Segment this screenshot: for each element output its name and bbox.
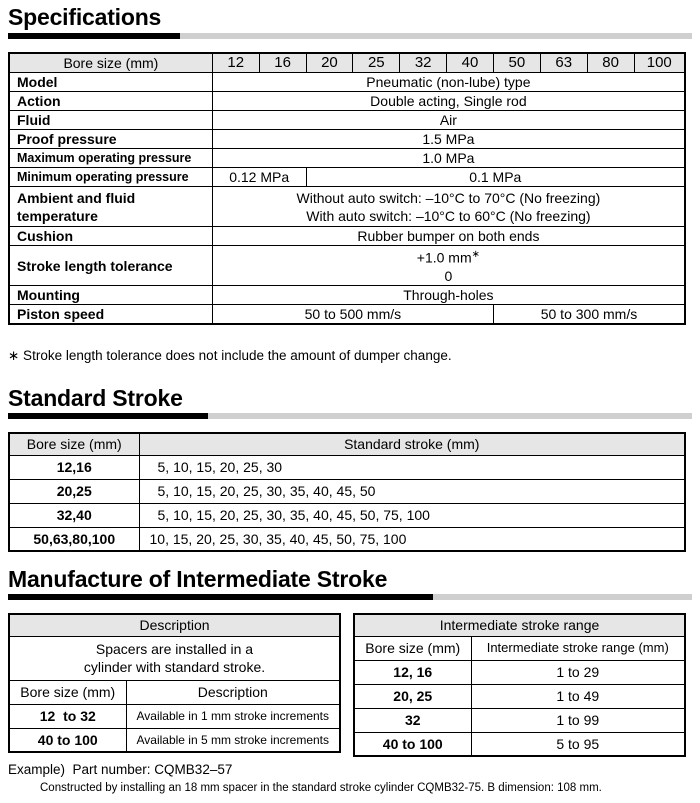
bore-value: 32 [400, 53, 447, 73]
standard-rule [8, 413, 208, 419]
tolerance-plus: +1.0 mm [416, 249, 472, 266]
intermediate-description-table [8, 613, 341, 753]
spec-row-tolerance [9, 246, 685, 286]
standard-bore: 12,16 [9, 455, 139, 479]
tolerance-value-line2: 0 [444, 267, 453, 284]
right-row-range: 5 to 95 [471, 732, 685, 756]
bore-value: 20 [306, 53, 353, 73]
right-header: Intermediate stroke range [354, 614, 685, 636]
standard-strokes: 10, 15, 20, 25, 30, 35, 40, 45, 50, 75, 100 [139, 527, 685, 551]
intermediate-rule-gray [433, 594, 692, 600]
spec-row-ambient [9, 187, 685, 227]
ambient-value-line2: With auto switch: –10°C to 60°C (No freezing) [306, 207, 591, 224]
ambient-label-line1: Ambient and fluid [17, 189, 136, 206]
spec-row-piston [9, 305, 685, 325]
right-col-range: Intermediate stroke range (mm) [471, 636, 685, 660]
model-label: Model [9, 73, 212, 92]
cushion-label: Cushion [9, 227, 212, 246]
left-row [9, 728, 340, 752]
standard-strokes: 5, 10, 15, 20, 25, 30 [139, 455, 685, 479]
bore-value: 25 [353, 53, 400, 73]
standard-strokes: 5, 10, 15, 20, 25, 30, 35, 40, 45, 50, 75, 100 [139, 503, 685, 527]
tolerance-label: Stroke length tolerance [9, 246, 212, 286]
standard-row [9, 503, 685, 527]
tolerance-value [212, 246, 685, 286]
right-row-range: 1 to 29 [471, 660, 685, 684]
specifications-title: Specifications [8, 4, 162, 30]
proof-value: 1.5 MPa [212, 130, 685, 149]
standard-row [9, 455, 685, 479]
max-pressure-value: 1.0 MPa [212, 149, 685, 168]
mounting-value: Through-holes [212, 286, 685, 305]
ambient-label [9, 187, 212, 227]
action-label: Action [9, 92, 212, 111]
left-desc-line1: Spacers are installed in a [95, 641, 254, 657]
standard-strokes: 5, 10, 15, 20, 25, 30, 35, 40, 45, 50 [139, 479, 685, 503]
title-rule [8, 33, 180, 39]
bore-value: 80 [587, 53, 634, 73]
spec-row-min-pressure [9, 168, 685, 187]
standard-row [9, 479, 685, 503]
model-value: Pneumatic (non-lube) type [212, 73, 685, 92]
fluid-label: Fluid [9, 111, 212, 130]
spec-footnote: ∗ Stroke length tolerance does not include the amount of dumper change. [8, 348, 452, 363]
standard-bore: 32,40 [9, 503, 139, 527]
bore-value: 40 [447, 53, 494, 73]
left-row-desc: Available in 5 mm stroke increments [126, 728, 340, 752]
left-row-bore: 12 to 32 [9, 704, 126, 728]
left-header: Description [9, 614, 340, 636]
standard-col-stroke: Standard stroke (mm) [139, 433, 685, 455]
ambient-value-line1: Without auto switch: –10°C to 70°C (No freezing) [296, 189, 601, 206]
action-value: Double acting, Single rod [212, 92, 685, 111]
spec-row-mounting [9, 286, 685, 305]
fluid-value: Air [212, 111, 685, 130]
standard-row [9, 527, 685, 551]
standard-col-bore: Bore size (mm) [9, 433, 139, 455]
left-row-desc: Available in 1 mm stroke increments [126, 704, 340, 728]
left-desc [9, 636, 340, 680]
standard-rule-gray [208, 413, 692, 419]
right-row [354, 732, 685, 756]
standard-stroke-table [8, 432, 686, 552]
right-header-row [354, 614, 685, 636]
spec-row-fluid [9, 111, 685, 130]
bore-value: 63 [540, 53, 587, 73]
spec-row-model [9, 73, 685, 92]
left-col-bore: Bore size (mm) [9, 680, 126, 704]
piston-value-b: 50 to 300 mm/s [493, 305, 685, 325]
right-col-header-row [354, 636, 685, 660]
bore-header-row [9, 53, 685, 73]
right-row [354, 660, 685, 684]
left-header-row [9, 614, 340, 636]
left-row-bore: 40 to 100 [9, 728, 126, 752]
left-row [9, 704, 340, 728]
tolerance-value-line1 [217, 246, 680, 267]
specifications-table [8, 52, 686, 325]
right-row-range: 1 to 99 [471, 708, 685, 732]
right-col-bore: Bore size (mm) [354, 636, 471, 660]
right-row-bore: 20, 25 [354, 684, 471, 708]
proof-label: Proof pressure [9, 130, 212, 149]
cushion-value: Rubber bumper on both ends [212, 227, 685, 246]
max-pressure-label: Maximum operating pressure [9, 149, 212, 168]
min-pressure-value-b: 0.1 MPa [306, 168, 685, 187]
intermediate-title: Manufacture of Intermediate Stroke [8, 566, 388, 592]
right-row-bore: 40 to 100 [354, 732, 471, 756]
right-row-bore: 32 [354, 708, 471, 732]
min-pressure-value-a: 0.12 MPa [212, 168, 306, 187]
bore-value: 16 [259, 53, 306, 73]
left-col-desc: Description [126, 680, 340, 704]
example-line2: Constructed by installing an 18 mm spacer in the standard stroke cylinder CQMB32-75. B dimension: 108 mm. [40, 782, 602, 794]
right-row [354, 708, 685, 732]
spec-row-action [9, 92, 685, 111]
bore-value: 12 [212, 53, 259, 73]
ambient-value [212, 187, 685, 227]
standard-stroke-title: Standard Stroke [8, 385, 183, 411]
standard-header-row [9, 433, 685, 455]
ambient-label-line2: temperature [17, 207, 98, 224]
min-pressure-label: Minimum operating pressure [9, 168, 212, 187]
standard-bore: 50,63,80,100 [9, 527, 139, 551]
right-row-range: 1 to 49 [471, 684, 685, 708]
piston-label: Piston speed [9, 305, 212, 325]
tolerance-star: ∗ [471, 249, 481, 261]
piston-value-a: 50 to 500 mm/s [212, 305, 493, 325]
left-desc-row [9, 636, 340, 680]
left-desc-line2: cylinder with standard stroke. [83, 659, 266, 675]
bore-value: 100 [634, 53, 685, 73]
mounting-label: Mounting [9, 286, 212, 305]
bore-header: Bore size (mm) [9, 53, 212, 73]
right-row [354, 684, 685, 708]
spec-row-cushion [9, 227, 685, 246]
spec-row-proof [9, 130, 685, 149]
left-col-header-row [9, 680, 340, 704]
right-row-bore: 12, 16 [354, 660, 471, 684]
title-rule-gray [180, 33, 692, 39]
standard-bore: 20,25 [9, 479, 139, 503]
intermediate-range-table [353, 613, 686, 757]
bore-value: 50 [493, 53, 540, 73]
spec-row-max-pressure [9, 149, 685, 168]
intermediate-rule [8, 594, 433, 600]
example-line1: Example) Part number: CQMB32–57 [8, 762, 233, 777]
